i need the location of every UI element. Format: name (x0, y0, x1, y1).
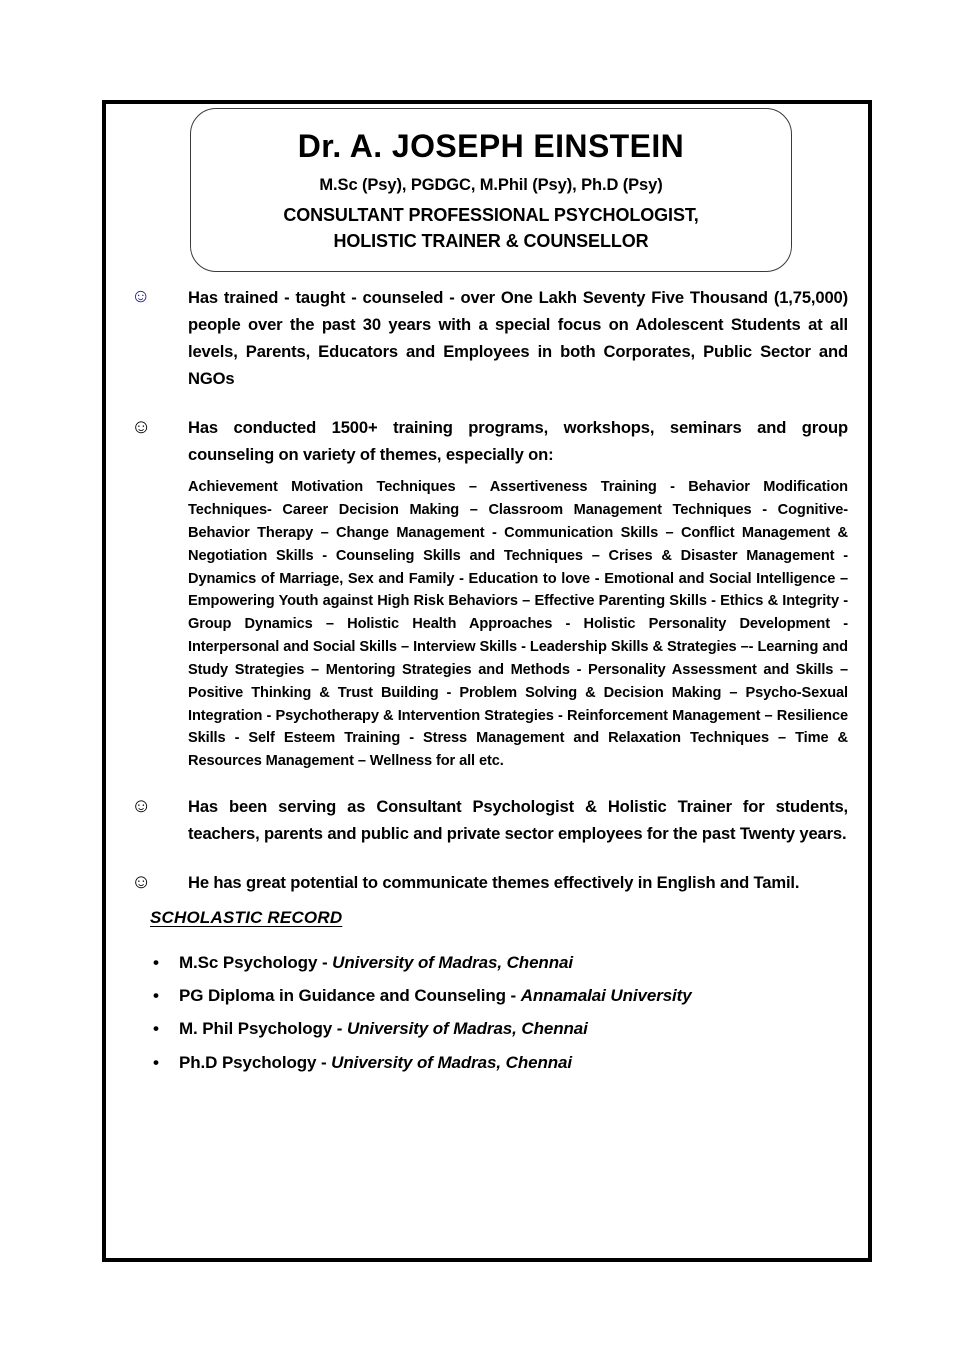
page-title: Dr. A. JOSEPH EINSTEIN (297, 128, 685, 164)
role-line-secondary: HOLISTIC TRAINER & COUNSELLOR (333, 230, 649, 251)
list-item (106, 414, 868, 468)
list-item (106, 979, 868, 1012)
list-item (106, 946, 868, 979)
institution-label: University of Madras, Chennai (332, 953, 573, 973)
degree-list (106, 946, 868, 1079)
degree-label: M. Phil Psychology - (179, 1019, 347, 1039)
role-line-primary: CONSULTANT PROFESSIONAL PSYCHOLOGIST, (283, 204, 699, 225)
bullet-text: Has conducted 1500+ training programs, workshops, seminars and group counseling on variety of themes, especially on: (188, 418, 848, 465)
bullet-dot-icon: • (153, 1052, 159, 1072)
smiley-face-icon: ☺ (131, 795, 152, 818)
header-title-box (190, 108, 792, 272)
document-page (102, 100, 872, 1262)
smiley-face-icon: ☺ (131, 286, 151, 307)
list-item (106, 284, 868, 392)
degree-label: PG Diploma in Guidance and Counseling - (179, 986, 521, 1006)
institution-label: University of Madras, Chennai (331, 1052, 572, 1072)
bullet-text: He has great potential to communicate themes effectively in English and Tamil. (188, 873, 800, 893)
bullet-text: Has been serving as Consultant Psychologist & Holistic Trainer for students, teachers, parents and public and private sector employees for the past Twenty years. (188, 797, 848, 844)
institution-label: University of Madras, Chennai (346, 1019, 588, 1039)
qualifications-line: M.Sc (Psy), PGDGC, M.Phil (Psy), Ph.D (Psy) (319, 175, 663, 194)
list-item (106, 869, 868, 896)
bullet-dot-icon: • (153, 986, 159, 1006)
smiley-face-icon: ☺ (131, 871, 152, 894)
degree-label: M.Sc Psychology - (179, 953, 333, 973)
section-heading-scholastic-record: SCHOLASTIC RECORD (150, 908, 343, 928)
smiley-face-icon: ☺ (131, 416, 152, 439)
bullet-text: Has trained - taught - counseled - over One Lakh Seventy Five Thousand (1,75,000) people over the past 30 years with a special focus on Adolescent Students at all levels, Parents, Educators and Employees in both Corporates, Public Sector and NGOs (188, 288, 848, 389)
list-item (106, 1012, 868, 1045)
bullet-dot-icon: • (153, 1019, 159, 1039)
document-body (106, 284, 868, 1079)
bullet-dot-icon: • (153, 953, 159, 973)
list-item (106, 1046, 868, 1079)
list-item (106, 793, 868, 847)
degree-label: Ph.D Psychology - (179, 1052, 332, 1072)
institution-label: Annamalai University (520, 986, 692, 1006)
themes-paragraph: Achievement Motivation Techniques – Assertiveness Training - Behavior Modification Techniques- Career Decision Making – Classroom Management Techniques - Cognitive-Behavior Therapy – Change Management - Communication Skills – Conflict Management & Negotiation Skills - Counseling Skills and Techniques – Crises & Disaster Management - Dynamics of Marriage, Sex and Family - Education to love - Emotional and Social Intelligence – Empowering Youth against High Risk Behaviors – Effective Parenting Skills - Ethics & Integrity - Group Dynamics – Holistic Health Approaches - Holistic Personality Development - Interpersonal and Social Skills – Interview Skills - Leadership Skills & Strategies –- Learning and Study Strategies – Mentoring Strategies and Methods - Personality Assessment and Skills – Positive Thinking & Trust Building - Problem Solving & Decision Making – Psycho-Sexual Integration - Psychotherapy & Intervention Strategies - Reinforcement Management – Resilience Skills - Self Esteem Training - Stress Management and Relaxation Techniques – Time & Resources Management – Wellness for all etc. (188, 479, 848, 770)
